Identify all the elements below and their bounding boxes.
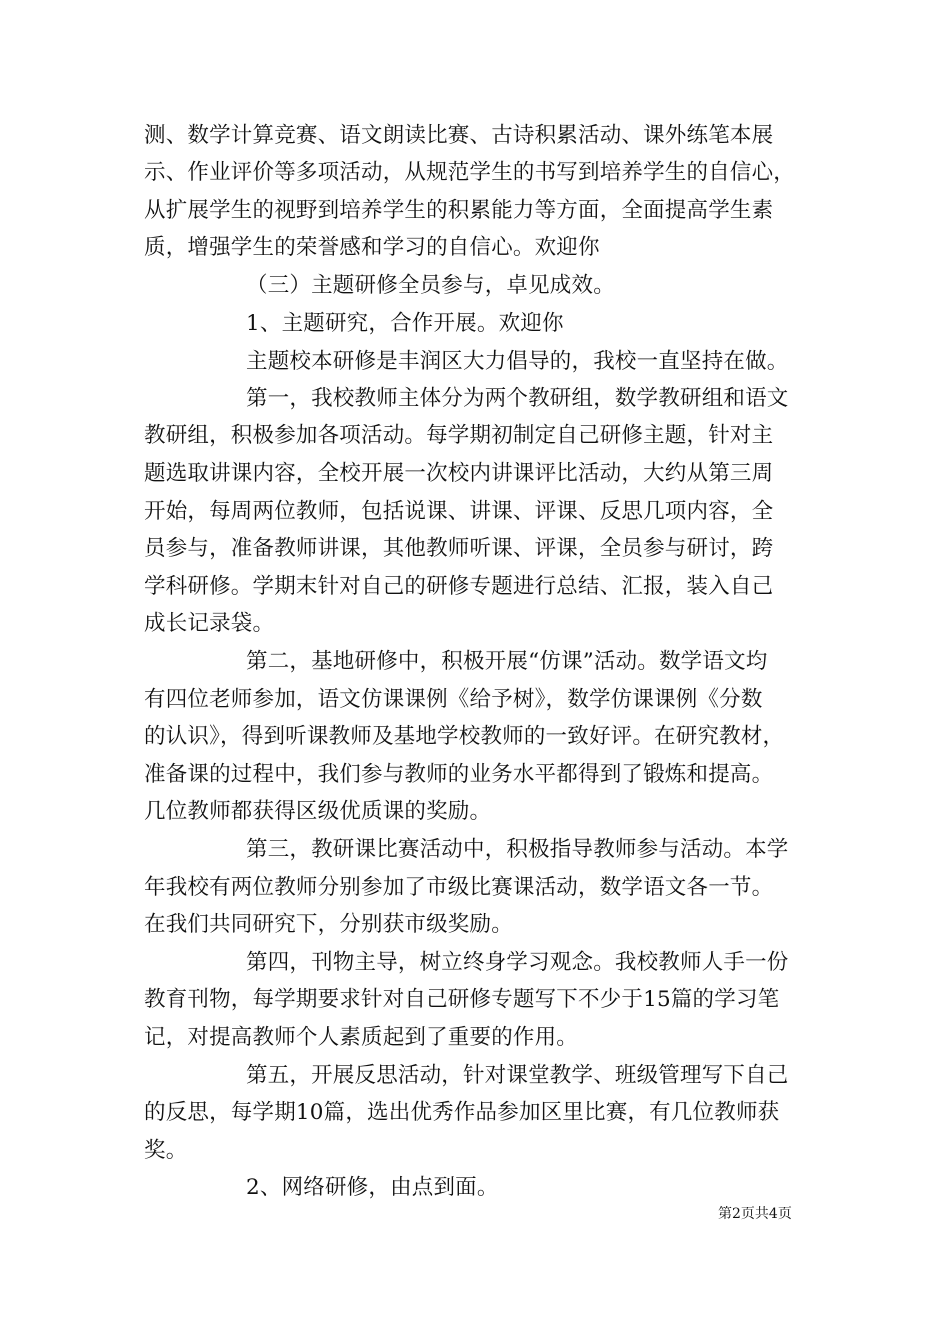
paragraph-line: 第二，基地研修中，积极开展“仿课”活动。数学语文均 [246, 649, 768, 674]
text-line: 题选取讲课内容，全校开展一次校内讲课评比活动，大约从第三周 [144, 461, 774, 486]
text-line: 几位教师都获得区级优质课的奖励。 [144, 799, 492, 824]
text-line: 的认识》，得到听课教师及基地学校教师的一致好评。在研究教材， [144, 724, 785, 749]
text-line: 教研组，积极参加各项活动。每学期初制定自己研修主题，针对主 [144, 423, 774, 448]
paragraph-line: 第一，我校教师主体分为两个教研组，数学教研组和语文 [246, 386, 789, 411]
paragraph-line: 第四，刊物主导，树立终身学习观念。我校教师人手一份 [246, 950, 789, 975]
paragraph-line: 主题校本研修是丰润区大力倡导的，我校一直坚持在做。 [246, 349, 789, 374]
text-line: 奖。 [144, 1138, 188, 1163]
text-line: 从扩展学生的视野到培养学生的积累能力等方面，全面提高学生素 [144, 198, 774, 223]
text-line: 示、作业评价等多项活动，从规范学生的书写到培养学生的自信心， [144, 160, 796, 185]
text-line: 开始，每周两位教师，包括说课、讲课、评课、反思几项内容，全 [144, 499, 774, 524]
text-line: 成长记录袋。 [144, 611, 275, 636]
page-number: 第2页共4页 [718, 1206, 792, 1222]
paragraph-line: 第五，开展反思活动，针对课堂教学、班级管理写下自己 [246, 1063, 789, 1088]
text-line: 有四位老师参加，语文仿课课例《给予树》，数学仿课课例《分数 [144, 687, 763, 712]
text-line: 年我校有两位教师分别参加了市级比赛课活动，数学语文各一节。 [144, 875, 774, 900]
subsection-heading: 2、网络研修，由点到面。 [246, 1175, 499, 1200]
text-line: 员参与，准备教师讲课，其他教师听课、评课，全员参与研讨，跨 [144, 536, 774, 561]
paragraph-line: 第三，教研课比赛活动中，积极指导教师参与活动。本学 [246, 837, 789, 862]
section-heading: （三）主题研修全员参与，卓见成效。 [246, 273, 615, 298]
text-line: 学科研修。学期末针对自己的研修专题进行总结、汇报，装入自己 [144, 574, 774, 599]
text-line: 准备课的过程中，我们参与教师的业务水平都得到了锻炼和提高。 [144, 762, 774, 787]
subsection-heading: 1、主题研究，合作开展。欢迎你 [246, 311, 564, 336]
text-line: 的反思，每学期10篇，选出优秀作品参加区里比赛，有几位教师获 [144, 1100, 780, 1125]
text-line: 在我们共同研究下，分别获市级奖励。 [144, 912, 513, 937]
text-line: 记，对提高教师个人素质起到了重要的作用。 [144, 1025, 579, 1050]
text-line: 质，增强学生的荣誉感和学习的自信心。欢迎你 [144, 235, 600, 260]
text-line: 测、数学计算竞赛、语文朗读比赛、古诗积累活动、课外练笔本展 [144, 123, 774, 148]
text-line: 教育刊物，每学期要求针对自己研修专题写下不少于15篇的学习笔 [144, 987, 780, 1012]
